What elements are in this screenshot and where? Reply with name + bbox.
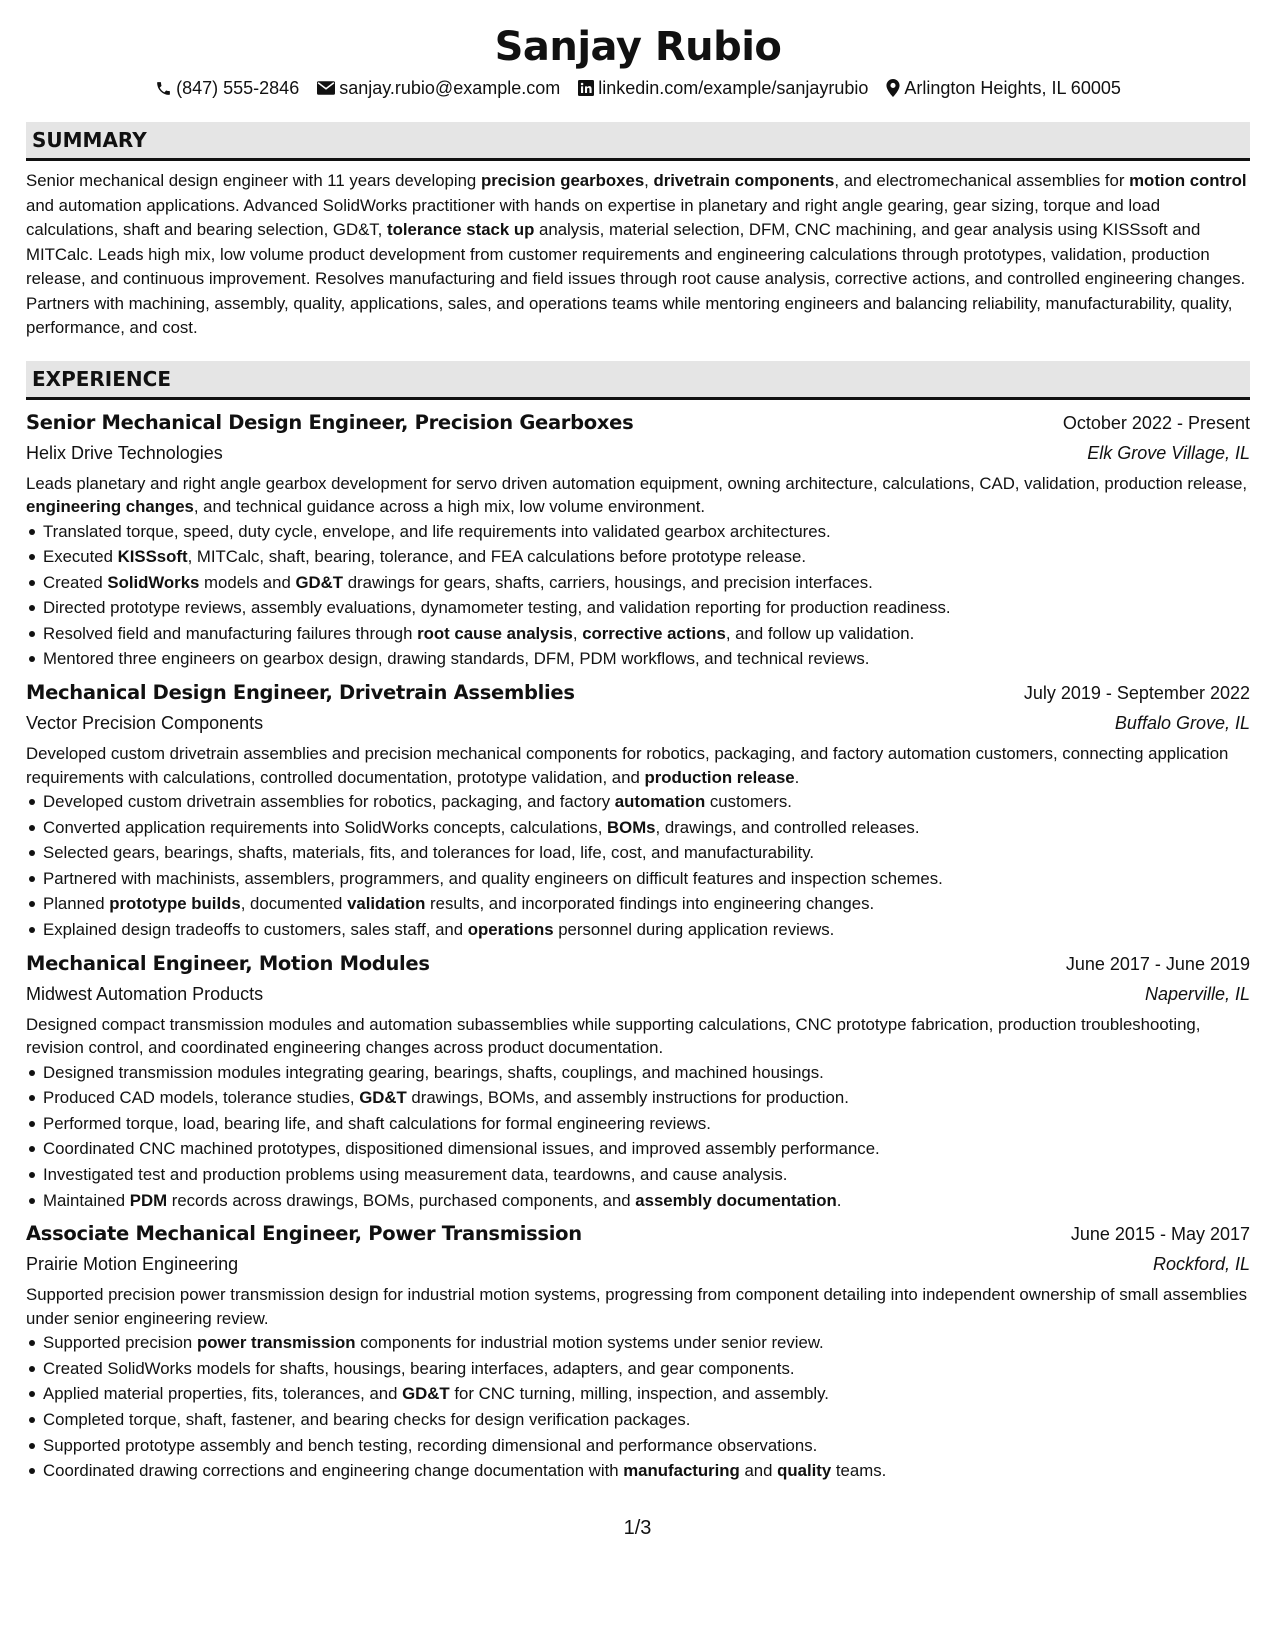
job-location: Buffalo Grove, IL	[1114, 713, 1250, 734]
job-bullets	[26, 789, 1250, 943]
job-title: Mechanical Design Engineer, Drivetrain Assemblies	[26, 681, 575, 705]
job-description: Developed custom drivetrain assemblies and precision mechanical components for robotics, packaging, and factory automation customers, connecting application requirements with calculations, controlled documentation, prototype validation, and production release.	[26, 744, 1229, 787]
job-location: Elk Grove Village, IL	[1087, 442, 1250, 463]
location-text: Arlington Heights, IL 60005	[904, 78, 1121, 98]
job-description: Designed compact transmission modules and automation subassemblies while supporting calculations, CNC prototype fabrication, production troubleshooting, revision control, and coordinated engineering changes across product documentation.	[26, 1014, 1201, 1058]
bullet-item: Planned prototype builds, documented validation results, and incorporated findings into engineering changes.	[26, 891, 1250, 917]
bullet-item: Maintained PDM records across drawings, BOMs, purchased components, and assembly documentation.	[26, 1188, 1250, 1214]
job-title: Mechanical Engineer, Motion Modules	[26, 951, 430, 975]
resume-page	[26, 22, 1250, 1490]
job-description: Supported precision power transmission design for industrial motion systems, progressing from component detailing into independent ownership of small assemblies under senior engineering review.	[26, 1285, 1247, 1328]
job-bullets	[26, 1330, 1250, 1484]
bullet-item: Resolved field and manufacturing failures through root cause analysis, corrective actions, and follow up validation.	[26, 621, 1250, 647]
job-title: Senior Mechanical Design Engineer, Precision Gearboxes	[26, 410, 634, 434]
bullet-item: Translated torque, speed, duty cycle, envelope, and life requirements into validated gearbox architectures.	[26, 519, 1250, 545]
bullet-item: Executed KISSsoft, MITCalc, shaft, bearing, tolerance, and FEA calculations before prototype release.	[26, 544, 1250, 570]
bullet-item: Applied material properties, fits, tolerances, and GD&T for CNC turning, milling, inspection, and assembly.	[26, 1381, 1250, 1407]
contact-location	[886, 76, 1120, 100]
job-company: Midwest Automation Products	[26, 983, 264, 1004]
bullet-item: Partnered with machinists, assemblers, programmers, and quality engineers on difficult features and inspection schemes.	[26, 866, 1250, 892]
contact-phone[interactable]	[155, 76, 299, 100]
bullet-item: Supported prototype assembly and bench testing, recording dimensional and performance observations.	[26, 1433, 1250, 1459]
job-company: Vector Precision Components	[26, 713, 264, 734]
linkedin-icon	[578, 80, 594, 96]
phone-icon	[155, 80, 172, 97]
bullet-item: Designed transmission modules integrating gearing, bearings, shafts, couplings, and machined housings.	[26, 1060, 1250, 1086]
location-pin-icon	[886, 79, 900, 97]
contact-linkedin[interactable]	[578, 76, 868, 100]
bullet-item: Performed torque, load, bearing life, and shaft calculations for formal engineering reviews.	[26, 1111, 1250, 1137]
job-entry	[26, 408, 1250, 673]
job-dates: July 2019 - September 2022	[1023, 683, 1250, 704]
job-bullets	[26, 519, 1250, 673]
candidate-name: Sanjay Rubio	[494, 24, 782, 70]
bullet-item: Supported precision power transmission components for industrial motion systems under senior review.	[26, 1330, 1250, 1356]
job-entry	[26, 1219, 1250, 1484]
phone-text: (847) 555-2846	[176, 78, 300, 98]
page-number: 1/3	[623, 1517, 652, 1539]
job-company: Prairie Motion Engineering	[26, 1254, 239, 1275]
bullet-item: Explained design tradeoffs to customers, sales staff, and operations personnel during application reviews.	[26, 917, 1250, 943]
bullet-item: Investigated test and production problems using measurement data, teardowns, and cause analysis.	[26, 1162, 1250, 1188]
job-description: Leads planetary and right angle gearbox development for servo driven automation equipment, owning architecture, calculations, CAD, validation, production release, engineering changes, and technical guidance across a high mix, low volume environment.	[26, 473, 1248, 516]
job-location: Rockford, IL	[1152, 1254, 1250, 1275]
job-dates: June 2017 - June 2019	[1065, 953, 1250, 974]
bullet-item: Directed prototype reviews, assembly evaluations, dynamometer testing, and validation reporting for production readiness.	[26, 595, 1250, 621]
experience-header: EXPERIENCE	[26, 361, 1250, 400]
bullet-item: Coordinated CNC machined prototypes, dispositioned dimensional issues, and improved assembly performance.	[26, 1136, 1250, 1162]
contact-email[interactable]	[317, 76, 560, 100]
bullet-item: Developed custom drivetrain assemblies for robotics, packaging, and factory automation customers.	[26, 789, 1250, 815]
job-bullets	[26, 1060, 1250, 1214]
experience-list	[26, 408, 1250, 1484]
job-title: Associate Mechanical Engineer, Power Transmission	[26, 1222, 582, 1246]
bullet-item: Mentored three engineers on gearbox design, drawing standards, DFM, PDM workflows, and technical reviews.	[26, 646, 1250, 672]
bullet-item: Created SolidWorks models and GD&T drawings for gears, shafts, carriers, housings, and precision interfaces.	[26, 570, 1250, 596]
bullet-item: Produced CAD models, tolerance studies, GD&T drawings, BOMs, and assembly instructions for production.	[26, 1085, 1250, 1111]
job-entry	[26, 949, 1250, 1214]
email-icon	[317, 81, 335, 95]
email-text: sanjay.rubio@example.com	[339, 78, 561, 98]
bullet-item: Completed torque, shaft, fastener, and bearing checks for design verification packages.	[26, 1407, 1250, 1433]
job-entry	[26, 678, 1250, 943]
summary-header: SUMMARY	[26, 122, 1250, 161]
linkedin-text: linkedin.com/example/sanjayrubio	[598, 78, 869, 98]
bullet-item: Created SolidWorks models for shafts, housings, bearing interfaces, adapters, and gear components.	[26, 1356, 1250, 1382]
bullet-item: Selected gears, bearings, shafts, materials, fits, and tolerances for load, life, cost, and manufacturability.	[26, 840, 1250, 866]
contact-bar	[26, 76, 1250, 100]
bullet-item: Coordinated drawing corrections and engineering change documentation with manufacturing and quality teams.	[26, 1458, 1250, 1484]
job-dates: June 2015 - May 2017	[1070, 1224, 1250, 1245]
job-dates: October 2022 - Present	[1062, 412, 1250, 433]
summary-text: Senior mechanical design engineer with 11 years developing precision gearboxes, drivetrain components, and electromechanical assemblies for motion control and automation applications. Advanced SolidWorks practitioner with hands on expertise in planetary and right angle gearing, gear sizing, torque and load calculations, shaft and bearing selection, GD&T, tolerance stack up analysis, material selection, DFM, CNC machining, and gear analysis using KISSsoft and MITCalc. Leads high mix, low volume product development from customer requirements and engineering calculations through prototypes, validation, production release, and continuous improvement. Resolves manufacturing and field issues through root cause analysis, corrective actions, and controlled engineering changes. Partners with machining, assembly, quality, applications, sales, and operations teams while mentoring engineers and balancing reliability, manufacturability, quality, performance, and cost.	[26, 171, 1247, 337]
bullet-item: Converted application requirements into SolidWorks concepts, calculations, BOMs, drawings, and controlled releases.	[26, 815, 1250, 841]
job-company: Helix Drive Technologies	[26, 442, 223, 463]
job-location: Naperville, IL	[1144, 983, 1250, 1004]
